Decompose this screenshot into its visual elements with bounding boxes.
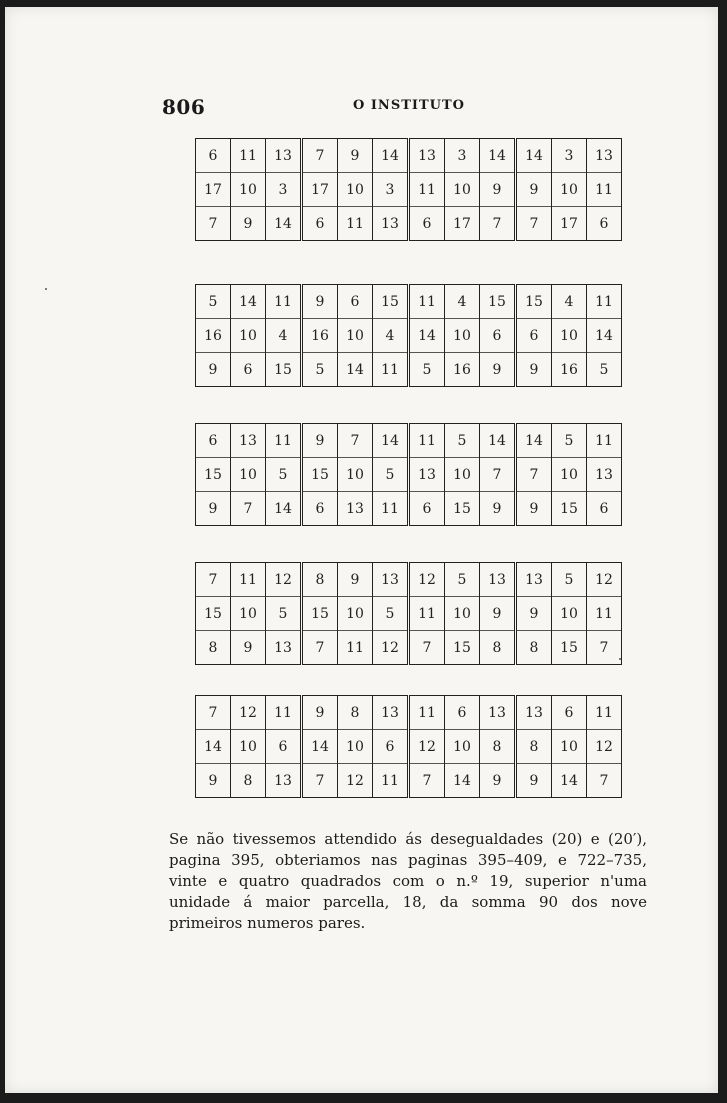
table-cell: 15	[480, 285, 516, 319]
table-cell: 8	[338, 696, 373, 730]
table-cell: 10	[231, 319, 266, 353]
table-cell: 4	[373, 319, 409, 353]
table-cell: 12	[587, 730, 622, 764]
table-cell: 15	[445, 631, 480, 665]
table-cell: 7	[409, 764, 445, 798]
table-cell: 13	[266, 764, 302, 798]
table-cell: 13	[480, 563, 516, 597]
table-cell: 14	[231, 285, 266, 319]
table-cell: 14	[480, 424, 516, 458]
table-cell: 17	[445, 207, 480, 241]
table-cell: 7	[587, 631, 622, 665]
table-cell: 9	[302, 696, 338, 730]
table-cell: 7	[302, 139, 338, 173]
table-cell: 11	[587, 597, 622, 631]
table-cell: 13	[373, 207, 409, 241]
table-cell: 7	[196, 207, 231, 241]
table-cell: 11	[266, 424, 302, 458]
table-cell: 11	[587, 696, 622, 730]
table-cell: 6	[480, 319, 516, 353]
table-cell: 5	[373, 597, 409, 631]
table-cell: 13	[231, 424, 266, 458]
table-cell: 9	[338, 563, 373, 597]
table-cell: 9	[480, 492, 516, 526]
table-cell: 13	[587, 458, 622, 492]
table-cell: 6	[196, 424, 231, 458]
table-cell: 13	[516, 563, 552, 597]
table-cell: 9	[516, 492, 552, 526]
table-cell: 14	[196, 730, 231, 764]
table-cell: 9	[480, 764, 516, 798]
table-cell: 13	[587, 139, 622, 173]
table-cell: 6	[445, 696, 480, 730]
table-cell: 13	[373, 563, 409, 597]
table-cell: 17	[302, 173, 338, 207]
table-cell: 5	[409, 353, 445, 387]
table-cell: 5	[587, 353, 622, 387]
table-cell: 11	[338, 631, 373, 665]
table-cell: 16	[196, 319, 231, 353]
table-cell: 14	[266, 492, 302, 526]
book-page	[5, 7, 718, 1093]
table-row	[196, 319, 622, 353]
table-cell: 10	[445, 319, 480, 353]
table-cell: 15	[302, 597, 338, 631]
table-cell: 5	[373, 458, 409, 492]
table-cell: 15	[516, 285, 552, 319]
table-cell: 13	[266, 631, 302, 665]
table-cell: 9	[480, 353, 516, 387]
table-cell: 10	[231, 730, 266, 764]
table-cell: 3	[373, 173, 409, 207]
table-cell: 9	[338, 139, 373, 173]
table-cell: 6	[266, 730, 302, 764]
table-cell: 3	[552, 139, 587, 173]
table-cell: 6	[552, 696, 587, 730]
table-cell: 8	[231, 764, 266, 798]
table-cell: 7	[409, 631, 445, 665]
table-cell: 13	[480, 696, 516, 730]
table-cell: 7	[480, 207, 516, 241]
table-cell: 8	[516, 730, 552, 764]
table-cell: 14	[552, 764, 587, 798]
table-cell: 17	[552, 207, 587, 241]
ink-speck	[619, 658, 621, 660]
table-cell: 9	[231, 207, 266, 241]
table-row	[196, 173, 622, 207]
table-cell: 13	[409, 458, 445, 492]
table-cell: 15	[302, 458, 338, 492]
table-cell: 10	[445, 597, 480, 631]
table-cell: 16	[445, 353, 480, 387]
table-cell: 11	[587, 424, 622, 458]
table-cell: 10	[338, 730, 373, 764]
table-cell: 12	[373, 631, 409, 665]
table-cell: 6	[373, 730, 409, 764]
table-cell: 7	[302, 631, 338, 665]
table-cell: 11	[266, 696, 302, 730]
magic-squares-table-1	[195, 138, 622, 241]
table-cell: 13	[266, 139, 302, 173]
magic-squares-table-2	[195, 284, 622, 387]
table-cell: 8	[516, 631, 552, 665]
table-cell: 14	[338, 353, 373, 387]
table-cell: 6	[409, 207, 445, 241]
table-cell: 5	[552, 563, 587, 597]
table-cell: 10	[552, 319, 587, 353]
table-cell: 5	[445, 563, 480, 597]
table-cell: 9	[480, 173, 516, 207]
table-cell: 6	[231, 353, 266, 387]
table-cell: 5	[266, 597, 302, 631]
table-cell: 7	[231, 492, 266, 526]
table-cell: 16	[552, 353, 587, 387]
table-row	[196, 139, 622, 173]
table-cell: 5	[445, 424, 480, 458]
table-cell: 13	[516, 696, 552, 730]
table-cell: 3	[445, 139, 480, 173]
table-cell: 12	[409, 563, 445, 597]
table-cell: 14	[409, 319, 445, 353]
table-cell: 4	[266, 319, 302, 353]
table-cell: 11	[409, 424, 445, 458]
table-cell: 5	[552, 424, 587, 458]
table-cell: 12	[231, 696, 266, 730]
table-cell: 10	[338, 458, 373, 492]
table-row	[196, 764, 622, 798]
table-cell: 9	[480, 597, 516, 631]
table-cell: 9	[516, 173, 552, 207]
table-cell: 14	[480, 139, 516, 173]
page-number: 806	[162, 95, 206, 119]
table-cell: 14	[516, 424, 552, 458]
table-cell: 14	[266, 207, 302, 241]
table-cell: 11	[409, 173, 445, 207]
table-cell: 5	[266, 458, 302, 492]
table-cell: 6	[196, 139, 231, 173]
table-row	[196, 730, 622, 764]
table-cell: 5	[196, 285, 231, 319]
table-cell: 12	[409, 730, 445, 764]
table-cell: 8	[196, 631, 231, 665]
table-cell: 10	[338, 319, 373, 353]
table-cell: 17	[196, 173, 231, 207]
table-cell: 7	[196, 563, 231, 597]
table-cell: 11	[409, 285, 445, 319]
table-cell: 15	[373, 285, 409, 319]
table-cell: 14	[373, 139, 409, 173]
table-cell: 12	[587, 563, 622, 597]
table-cell: 16	[302, 319, 338, 353]
table-cell: 15	[552, 492, 587, 526]
table-cell: 12	[338, 764, 373, 798]
table-cell: 15	[196, 458, 231, 492]
table-row	[196, 458, 622, 492]
table-cell: 15	[552, 631, 587, 665]
table-cell: 8	[302, 563, 338, 597]
magic-squares-table-3	[195, 423, 622, 526]
table-cell: 13	[409, 139, 445, 173]
table-cell: 7	[196, 696, 231, 730]
table-cell: 15	[445, 492, 480, 526]
table-row	[196, 696, 622, 730]
table-cell: 13	[373, 696, 409, 730]
table-cell: 14	[302, 730, 338, 764]
table-cell: 7	[587, 764, 622, 798]
table-cell: 10	[552, 173, 587, 207]
ink-speck	[45, 288, 47, 290]
table-cell: 9	[196, 492, 231, 526]
table-cell: 10	[445, 458, 480, 492]
body-paragraph: Se não tivessemos attendido ás desegualdades (20) e (20′), pagina 395, obteriamos nas paginas 395–409, e 722–735, vinte e quatro quadrados com o n.º 19, superior n'uma unidade á maior parcella, 18, da somma 90 dos nove primeiros numeros pares.	[169, 830, 647, 932]
table-cell: 7	[516, 207, 552, 241]
table-cell: 11	[587, 285, 622, 319]
table-row	[196, 285, 622, 319]
table-cell: 12	[266, 563, 302, 597]
table-cell: 10	[231, 458, 266, 492]
table-cell: 10	[552, 458, 587, 492]
table-cell: 15	[266, 353, 302, 387]
table-cell: 9	[302, 424, 338, 458]
table-row	[196, 207, 622, 241]
table-cell: 6	[587, 492, 622, 526]
table-cell: 13	[338, 492, 373, 526]
table-cell: 11	[587, 173, 622, 207]
table-cell: 7	[516, 458, 552, 492]
table-cell: 9	[196, 764, 231, 798]
table-cell: 9	[302, 285, 338, 319]
table-cell: 10	[231, 597, 266, 631]
table-cell: 11	[373, 492, 409, 526]
table-cell: 10	[445, 173, 480, 207]
table-cell: 11	[409, 696, 445, 730]
table-cell: 14	[373, 424, 409, 458]
table-cell: 14	[516, 139, 552, 173]
table-cell: 6	[302, 492, 338, 526]
table-cell: 11	[409, 597, 445, 631]
table-cell: 10	[552, 730, 587, 764]
table-cell: 7	[480, 458, 516, 492]
table-cell: 3	[266, 173, 302, 207]
table-cell: 9	[516, 353, 552, 387]
table-cell: 11	[373, 764, 409, 798]
table-cell: 14	[587, 319, 622, 353]
table-cell: 15	[196, 597, 231, 631]
table-row	[196, 597, 622, 631]
table-cell: 11	[373, 353, 409, 387]
table-cell: 6	[587, 207, 622, 241]
table-cell: 11	[231, 139, 266, 173]
table-cell: 9	[516, 597, 552, 631]
table-cell: 4	[552, 285, 587, 319]
table-cell: 8	[480, 631, 516, 665]
table-cell: 10	[231, 173, 266, 207]
table-cell: 9	[196, 353, 231, 387]
table-cell: 6	[516, 319, 552, 353]
table-cell: 10	[338, 173, 373, 207]
table-cell: 4	[445, 285, 480, 319]
table-cell: 7	[302, 764, 338, 798]
magic-squares-table-5	[195, 695, 622, 798]
table-cell: 10	[338, 597, 373, 631]
table-cell: 7	[338, 424, 373, 458]
table-cell: 10	[445, 730, 480, 764]
running-title: O INSTITUTO	[353, 98, 465, 113]
table-cell: 6	[302, 207, 338, 241]
table-cell: 9	[231, 631, 266, 665]
table-row	[196, 492, 622, 526]
table-cell: 14	[445, 764, 480, 798]
table-cell: 11	[338, 207, 373, 241]
table-cell: 6	[409, 492, 445, 526]
table-cell: 5	[302, 353, 338, 387]
table-cell: 10	[552, 597, 587, 631]
magic-squares-table-4	[195, 562, 622, 665]
table-cell: 9	[516, 764, 552, 798]
table-cell: 8	[480, 730, 516, 764]
table-row	[196, 353, 622, 387]
table-row	[196, 631, 622, 665]
table-row	[196, 424, 622, 458]
table-cell: 11	[266, 285, 302, 319]
table-cell: 6	[338, 285, 373, 319]
table-cell: 11	[231, 563, 266, 597]
table-row	[196, 563, 622, 597]
